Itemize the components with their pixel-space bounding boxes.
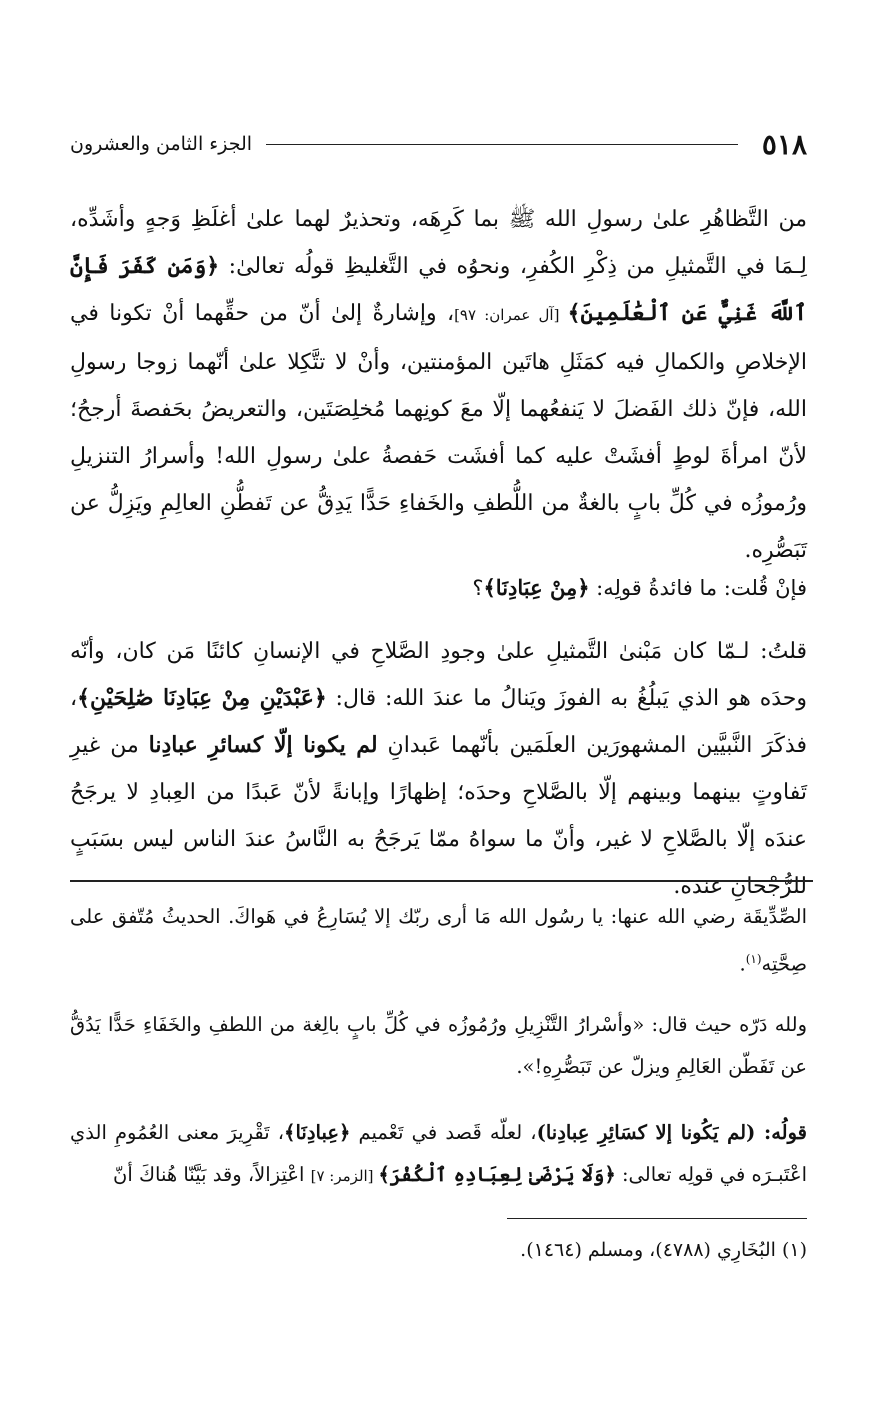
- commentary-divider: [70, 880, 813, 882]
- text: فإنْ قُلت: ما فائدةُ قولِه:: [589, 576, 807, 600]
- text: ، تَقْرِيرَ معنى العُمُومِ الذي اعْتَبـرَه في قولِه تعالى:: [70, 1121, 807, 1186]
- header-rule: [266, 144, 738, 145]
- quran-quote: ﴿عِبادِنَا﴾: [284, 1121, 351, 1144]
- footnote-rule: [507, 1218, 807, 1219]
- main-paragraph-2: [70, 564, 807, 612]
- text: ، وإشارةٌ إلىٰ أنّ من حقِّهما أنْ تكونا في الإخلاصِ والكمالِ فيه كمَثَلِ هاتَين المؤمنتين، وأنْ لا تتَّكِلا علىٰ أنّهما زوجا رسولِ الله، فإنّ ذلك الفَضلَ لا يَنفعُهما إلّا معَ كونِهما مُخلِصَتَين، والتعريضُ بحَفصةَ أرجحُ؛ لأنّ امرأةَ لوطٍ أفشَتْ عليه كما أفشَت حَفصةُ علىٰ رسولِ الله! وأسرارُ التنزيلِ ورُموزُه في كُلِّ بابٍ بالغةٌ من اللُّطفِ والخَفاءِ حَدًّا يَدِقُّ عن تَفطُّنِ العالِمِ ويَزِلُّ عن تَبَصُّرِه.: [70, 301, 807, 563]
- text: ، فذكَرَ النَّبيَّين المشهورَين العلَمَين بأنّهما عَبدانِ: [70, 686, 807, 758]
- text: اعْتِزالاً، وقد بَيَّنّا هُناكَ أنّ: [113, 1163, 311, 1186]
- quran-quote: ﴿مِنْ عِبَادِنَا﴾: [483, 575, 590, 600]
- commentary-paragraph-1: [70, 896, 807, 986]
- text: ؟: [472, 576, 484, 600]
- running-title: الجزء الثامن والعشرون: [70, 133, 253, 155]
- text: ، لعلّه قَصد في تَعْميم: [350, 1121, 537, 1144]
- page-header: [70, 122, 807, 166]
- quran-reference: [الزمر: ٧]: [310, 1167, 379, 1185]
- page-number: ٥١٨: [761, 127, 807, 161]
- main-paragraph-3: [70, 628, 807, 910]
- commentary-paragraph-2: [70, 1004, 807, 1088]
- footnote-marker: (١): [745, 952, 762, 966]
- quran-reference: [آل عمران: ٩٧]: [454, 306, 568, 324]
- quran-quote: ﴿عَبْدَيْنِ مِنْ عِبَادِنَا صَٰلِحَيْنِ﴾: [77, 685, 327, 711]
- text: .: [739, 952, 746, 976]
- commentary-paragraph-3: [70, 1112, 807, 1197]
- text: ولله دَرّه حيث قال: «وأسْرارُ التَّنْزِيلِ ورُمُوزُه في كُلِّ بابٍ بالِغة من اللطفِ والخَفَاءِ حَدًّا يَدُقُّ عن تَفَطّن العَالِمِ ويزلّ عن تَبَصُّرِهِ!».: [70, 1013, 807, 1078]
- quran-quote: ﴿وَمَن كَفَرَ فَإِنَّ ٱللَّهَ غَنِيٌّ عَنِ ٱلْعَٰلَمِينَ﴾: [70, 253, 808, 326]
- bold-phrase: لم يكونا إلّا كسائرِ عبادِنا: [148, 732, 378, 758]
- quran-quote: ﴿وَلَا يَرْضَىٰ لِعِبَادِهِ ٱلْكُفْرَ﴾: [378, 1163, 616, 1186]
- footnote: (١) البُخَارِي (٤٧٨٨)، ومسلم (١٤٦٤).: [520, 1239, 807, 1261]
- bold-phrase: قولُه: (لم يَكُونا إلا كسَائِرِ عِبادِنا): [536, 1121, 808, 1144]
- text: من التَّظاهُرِ علىٰ رسولِ الله ﷺ بما كَرِهَه، وتحذيرٌ لهما علىٰ أغلَظِ وَجهٍ وأشَدِّه، لِـمَا في التَّمثيلِ من ذِكْرِ الكُفرِ، ونحوُه في التَّغليظِ قولُه تعالىٰ:: [70, 207, 807, 279]
- text: قلتُ: لـمّا كان مَبْنىٰ التَّمثيلِ علىٰ وجودِ الصَّلاحِ في الإنسانِ كائنًا مَن كان، وأنّه وحدَه هو الذي يَبلُغُ به الفوزَ ويَنالُ ما عندَ الله: قال:: [70, 639, 807, 711]
- text: الصِّدِّيقَة رضي الله عنها: يا رسُول الله مَا أرى ربّك إلا يُسَارِعُ في هَواكَ. الحديثُ مُتّفق على صِحَّتِه: [70, 905, 807, 976]
- main-paragraph-1: [70, 196, 807, 574]
- text: من غيرِ تَفاوتٍ بينهما وبينهم إلّا بالصَّلاحِ وحدَه؛ إظهارًا وإبانةً لأنّ عَبدًا من العِبادِ لا يرجَحُ عندَه إلّا بالصَّلاحِ لا غير، وأنّ ما سواهُ ممّا يَرجَحُ به النَّاسُ عندَ الناس ليس بسَبَبٍ للرُّجْحانِ عنده.: [70, 733, 807, 899]
